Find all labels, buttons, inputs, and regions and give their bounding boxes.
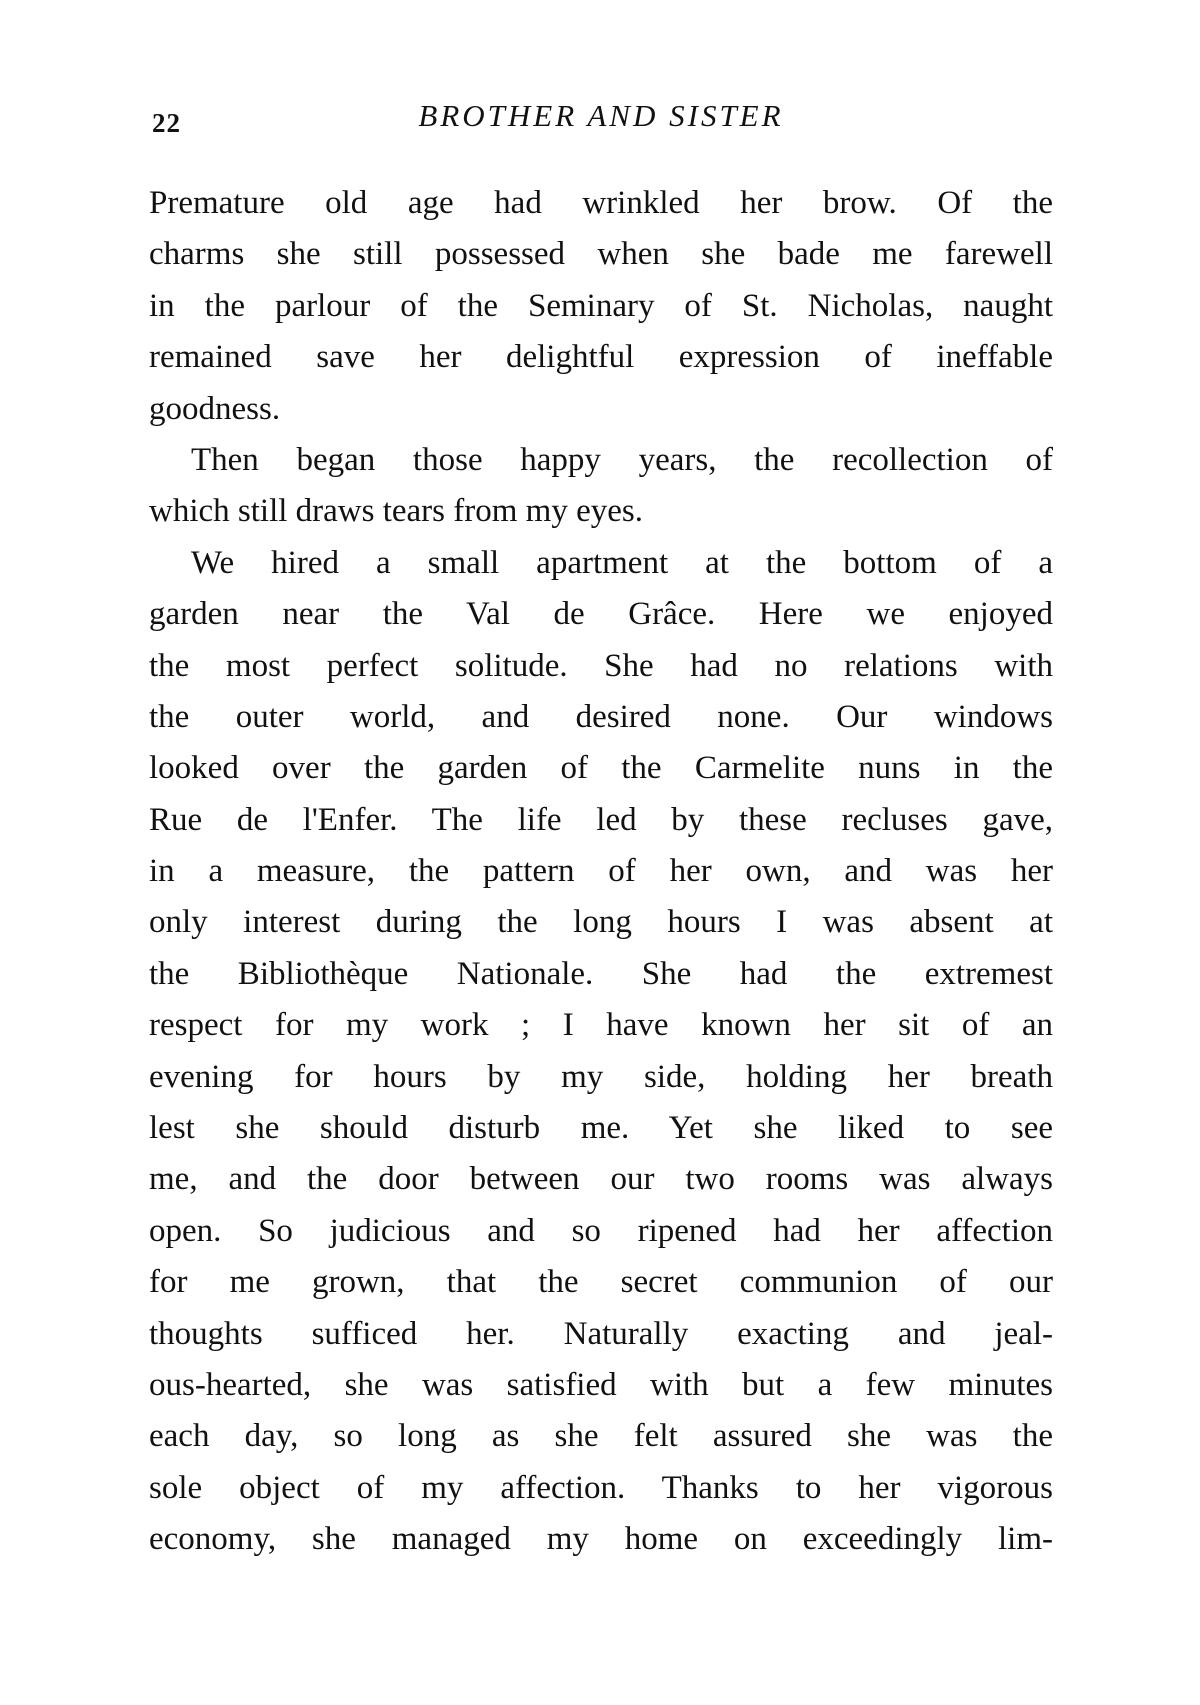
text-line: Rue de l'Enfer. The life led by these recluses gave, (149, 801, 1053, 838)
text-line: ous-hearted, she was satisfied with but a few minutes (149, 1366, 1053, 1403)
text-line: goodness. (149, 390, 281, 427)
text-line: the outer world, and desired none. Our windows (149, 698, 1053, 735)
body-text (149, 178, 1053, 1566)
text-line: evening for hours by my side, holding her breath (149, 1058, 1053, 1095)
text-line: respect for my work ; I have known her sit of an (149, 1007, 1053, 1044)
text-line: for me grown, that the secret communion of our (149, 1264, 1053, 1301)
text-line: lest she should disturb me. Yet she liked to see (149, 1110, 1053, 1147)
text-line: looked over the garden of the Carmelite nuns in the (149, 750, 1053, 787)
text-line: thoughts sufficed her. Naturally exacting and jeal- (149, 1315, 1053, 1352)
text-line: remained save her delightful expression of ineffable (149, 339, 1053, 376)
text-line: each day, so long as she felt assured she was the (149, 1418, 1053, 1455)
text-line: which still draws tears from my eyes. (149, 493, 643, 530)
text-line: economy, she managed my home on exceedingly lim- (149, 1521, 1053, 1558)
page-number: 22 (152, 108, 181, 138)
text-line: Premature old age had wrinkled her brow. Of the (149, 185, 1053, 221)
text-line: the Bibliothèque Nationale. She had the extremest (149, 955, 1053, 992)
text-line: in the parlour of the Seminary of St. Nicholas, naught (149, 287, 1053, 324)
text-line: charms she still possessed when she bade me farewell (149, 236, 1053, 273)
page-header (150, 98, 1052, 142)
text-line: garden near the Val de Grâce. Here we enjoyed (149, 596, 1053, 633)
text-line: We hired a small apartment at the bottom of a (191, 544, 1053, 581)
text-line: me, and the door between our two rooms was always (149, 1161, 1053, 1198)
text-line: only interest during the long hours I was absent at (149, 904, 1053, 941)
text-line: sole object of my affection. Thanks to her vigorous (149, 1469, 1053, 1506)
text-line: open. So judicious and so ripened had her affection (149, 1212, 1053, 1249)
text-line: the most perfect solitude. She had no relations with (149, 647, 1053, 684)
text-line: Then began those happy years, the recollection of (191, 441, 1053, 478)
text-line: in a measure, the pattern of her own, and was her (149, 853, 1053, 890)
running-title: BROTHER AND SISTER (418, 98, 784, 133)
